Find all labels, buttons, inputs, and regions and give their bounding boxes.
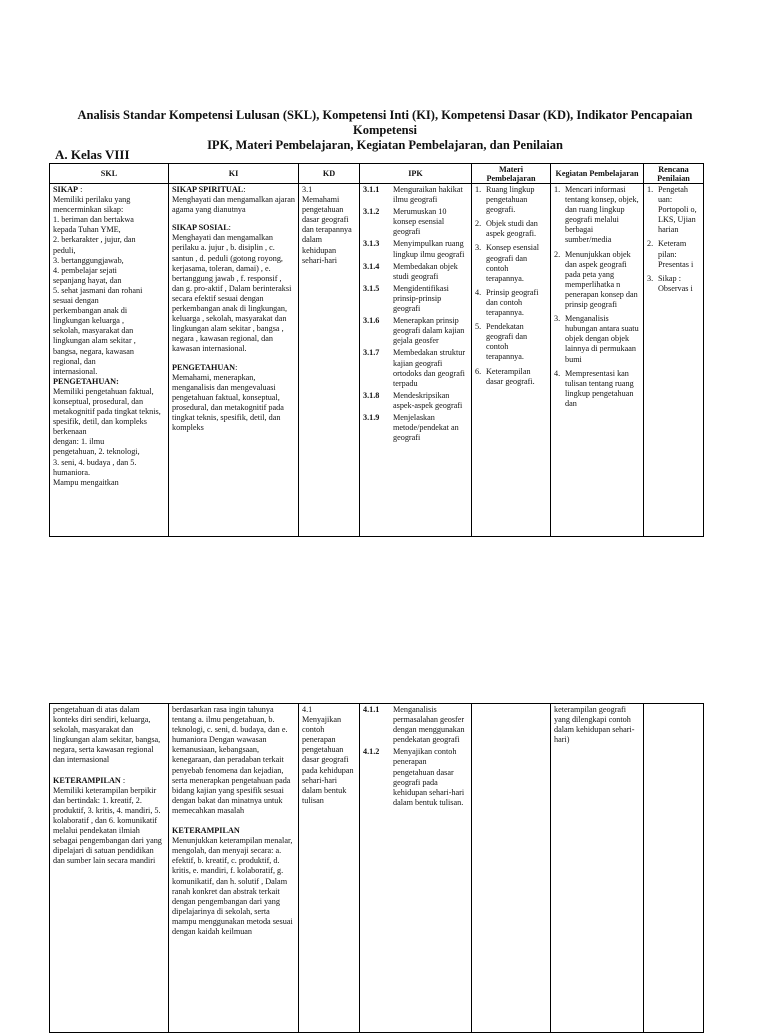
list-number: 3. [647, 273, 654, 283]
kegiatan-cell [551, 184, 644, 537]
list-number: 4. [554, 368, 561, 378]
ipk-code: 3.1.8 [363, 390, 380, 400]
ipk-item [363, 348, 468, 388]
kegiatan-item [554, 314, 640, 364]
list-text: Sikap : Observas i [658, 273, 693, 293]
list-number: 1. [647, 185, 654, 194]
ipk-code: 3.1.9 [363, 412, 380, 422]
title-line-1: Analisis Standar Kompetensi Lulusan (SKL), Kompetensi Inti (KI), Kompetensi Dasar (KD), Indikator Pencapaian Kompetensi [77, 108, 693, 137]
list-number: 5. [475, 322, 482, 332]
ipk-item [363, 239, 468, 259]
ipk-code: 3.1.7 [363, 348, 380, 358]
skl-sikap-heading: SIKAP [53, 185, 79, 194]
penilaian-item [647, 185, 700, 235]
materi-cell [472, 704, 551, 1033]
materi-item [475, 219, 547, 239]
ki-continued-text: berdasarkan rasa ingin tahunya tentang a. ilmu pengetahuan, b. teknologi, c. seni, d. budaya, dan e. humaniora Dengan wawasan kemanusiaan, kebangsaan, kenegaraan, dan peradaban terkait penyebab fenomena dan kejadian, serta menerapkan pengetahuan pada bidang kajian yang spesifik sesuai dengan bakat dan minatnya untuk memecahkan masalah [172, 705, 291, 815]
ipk-item [363, 391, 468, 411]
ipk-text: Menyajikan contoh penerapan pengetahuan dasar geografi pada kehidupan sehari-hari dalam bentuk tulisan. [393, 747, 465, 807]
competency-table-page-2 [49, 703, 704, 1033]
ipk-item [363, 413, 468, 443]
table-header-row [50, 164, 704, 184]
list-number: 2. [554, 249, 561, 259]
ipk-cell [360, 184, 472, 537]
list-text: Pengetah uan: Portopoli o, LKS, Ujian harian [658, 185, 697, 235]
list-text: Keterampilan dasar geografi. [486, 366, 535, 386]
header-materi: Materi Pembelajaran [472, 164, 551, 184]
ipk-text: Mendeskripsikan aspek-aspek geografi [393, 390, 463, 410]
ipk-code: 3.1.5 [363, 283, 380, 293]
list-number: 3. [554, 314, 561, 324]
ipk-text: Membedakan objek studi geografi [393, 261, 458, 281]
list-number: 1. [475, 185, 482, 194]
skl-cell [50, 184, 169, 537]
list-text: Mencari informasi tentang konsep, objek, dan ruang lingkup geografi melalui berbagai sumber/media [565, 185, 639, 245]
ipk-item [363, 747, 468, 808]
ipk-code: 4.1.1 [363, 705, 380, 714]
ipk-code: 3.1.6 [363, 316, 380, 326]
penilaian-item [647, 274, 700, 294]
skl-pengetahuan-text: Memiliki pengetahuan faktual, konseptual, prosedural, dan metakognitif pada tingkat teknis, spesifik, detil, dan kompleks berkenaan dengan: 1. ilmu pengetahuan, 2. teknologi, 3. seni, 4. budaya , dan 5. humaniora. Mampu mengaitkan [53, 386, 161, 487]
list-text: Mempresentasi kan tulisan tentang ruang lingkup pengetahuan dan [565, 368, 634, 408]
ki-cell [169, 704, 299, 1033]
ki-keterampilan-text: Menunjukkan keterampilan menalar, mengolah, dan menyaji secara: a. efektif, b. kreatif, c. produktif, d. kritis, e. mandiri, f. kolaboratif, g. komunikatif, dan h. solutif , Dalam ranah konkret dan abstrak terkait dengan pengembangan dari yang dipelajarinya di sekolah, serta mampu menggunakan metoda sesuai dengan kaidah keilmuan [172, 836, 293, 936]
ki-spiritual-text: : Menghayati dan mengamalkan ajaran agama yang dianutnya [172, 185, 295, 215]
list-number: 4. [475, 287, 482, 297]
skl-keterampilan-text: : Memiliki keterampilan berpikir dan bertindak: 1. kreatif, 2. produktif, 3. kritis, 4. mandiri, 5. kolaboratif , dan 6. komunikatif melalui pendekatan ilmiah sebagai pengembangan dari yang dipelajari di satuan pendidikan dan sumber lain secara mandiri [53, 775, 162, 866]
skl-keterampilan-heading: KETERAMPILAN [53, 775, 121, 785]
ipk-item [363, 262, 468, 282]
list-number: 2. [475, 219, 482, 229]
list-text: Pendekatan geografi dan contoh terapannya. [486, 322, 528, 362]
skl-continued-text: pengetahuan di atas dalam konteks diri sendiri, keluarga, sekolah, masyarakat dan lingkungan alam sekitar, bangsa, negara, serta kawasan regional dan internasional [53, 705, 161, 765]
ki-spiritual-heading: SIKAP SPIRITUAL [172, 185, 244, 194]
ipk-text: Menjelaskan metode/pendekat an geografi [393, 412, 459, 443]
kegiatan-cell: keterampilan geografi yang dilengkapi contoh dalam kehidupan sehari-hari) [551, 704, 644, 1033]
ipk-code: 4.1.2 [363, 747, 380, 757]
ipk-item [363, 316, 468, 346]
list-text: Menunjukkan objek dan aspek geografi pada peta yang memperlihatka n penerapan konsep dan prinsip geografi [565, 249, 638, 310]
list-text: Keteram pilan: Presentas i [658, 239, 694, 269]
kegiatan-item [554, 185, 640, 246]
header-penilaian: Rencana Penilaian [644, 164, 704, 184]
ipk-text: Menyimpulkan ruang lingkup ilmu geografi [393, 239, 465, 259]
ipk-code: 3.1.2 [363, 207, 380, 217]
ipk-text: Menerapkan prinsip geografi dalam kajian gejala geosfer [393, 316, 465, 346]
document-title [50, 108, 720, 153]
ki-sosial-heading: SIKAP SOSIAL [172, 223, 229, 233]
ipk-item [363, 207, 468, 237]
header-kegiatan: Kegiatan Pembelajaran [551, 164, 644, 184]
skl-pengetahuan-heading: PENGETAHUAN: [53, 376, 119, 386]
list-number: 3. [475, 243, 482, 253]
ipk-text: Menguraikan hakikat ilmu geografi [393, 185, 463, 205]
materi-item [475, 367, 547, 387]
header-ipk: IPK [360, 164, 472, 184]
table-row [50, 184, 704, 537]
ipk-code: 3.1.4 [363, 261, 380, 271]
ki-cell [169, 184, 299, 537]
kegiatan-item [554, 369, 640, 409]
list-text: Prinsip geografi dan contoh terapannya. [486, 287, 539, 318]
list-text: Ruang lingkup pengetahuan geografi. [486, 185, 535, 215]
penilaian-cell [644, 184, 704, 537]
ipk-item [363, 284, 468, 314]
materi-item [475, 322, 547, 362]
list-number: 1. [554, 185, 561, 194]
skl-cell [50, 704, 169, 1033]
penilaian-cell [644, 704, 704, 1033]
title-line-2: IPK, Materi Pembelajaran, Kegiatan Pembelajaran, dan Penilaian [207, 138, 563, 152]
list-text: Objek studi dan aspek geografi. [486, 219, 538, 239]
ipk-item [363, 185, 468, 205]
header-kd: KD [299, 164, 360, 184]
materi-item [475, 185, 547, 215]
materi-item [475, 288, 547, 318]
ki-pengetahuan-heading: PENGETAHUAN [172, 362, 236, 372]
kegiatan-item [554, 250, 640, 311]
list-number: 2. [647, 239, 654, 249]
materi-cell [472, 184, 551, 537]
ki-pengetahuan-text: : Memahami, menerapkan, menganalisis dan mengevaluasi pengetahuan faktual, konseptual, prosedural, dan metakognitif pada tingkat teknis, spesifik, detil, dan kompleks [172, 362, 284, 433]
penilaian-item [647, 239, 700, 269]
competency-table-page-1 [49, 163, 704, 537]
table-row [50, 704, 704, 1033]
section-heading: A. Kelas VIII [55, 147, 130, 162]
kd-cell: 4.1 Menyajikan contoh penerapan pengetahuan dasar geografi pada kehidupan sehari-hari dalam bentuk tulisan [299, 704, 360, 1033]
ipk-text: Merumuskan 10 konsep esensial geografi [393, 207, 447, 237]
ipk-cell [360, 704, 472, 1033]
ki-keterampilan-heading: KETERAMPILAN [172, 826, 240, 836]
ipk-text: Membedakan struktur kajian geografi ortodoks dan geografi terpadu [393, 348, 466, 388]
kd-cell: 3.1 Memahami pengetahuan dasar geografi dan terapannya dalam kehidupan sehari-hari [299, 184, 360, 537]
materi-item [475, 243, 547, 283]
ki-sosial-text: : Menghayati dan mengamalkan perilaku a. jujur , b. disiplin , c. santun , d. peduli (gotong royong, kerjasama, toleran, damai) , e. bertanggung jawab , f. responsif , dan g. pro-aktif , Dalam berinteraksi secara efektif sesuai dengan perkembangan anak di lingkungan, keluarga , sekolah, masyarakat dan lingkungan alam sekitar , bangsa , negara , kawasan regional, dan kawasan internasional. [172, 223, 292, 354]
skl-sikap-text: : Memiliki perilaku yang mencerminkan sikap: 1. beriman dan bertakwa kepada Tuhan YME, 2. berkarakter , jujur, dan peduli, 3. bertanggungjawab, 4. pembelajar sejati sepanjang hayat, dan 5. sehat jasmani dan rohani sesuai dengan perkembangan anak di lingkungan keluarga , sekolah, masyarakat dan lingkungan alam sekitar , bangsa, negara, kawasan regional, dan internasional. [53, 185, 143, 376]
list-number: 6. [475, 366, 482, 376]
ipk-code: 3.1.3 [363, 239, 380, 249]
ipk-item [363, 705, 468, 745]
list-text: Menganalisis hubungan antara suatu objek dengan objek lainnya di permukaan bumi [565, 314, 639, 364]
header-ki: KI [169, 164, 299, 184]
ipk-text: Menganalisis permasalahan geosfer dengan menggunakan pendekatan geografi [393, 705, 465, 745]
ipk-code: 3.1.1 [363, 185, 380, 194]
ipk-text: Mengidentifikasi prinsip-prinsip geografi [393, 283, 449, 314]
header-skl: SKL [50, 164, 169, 184]
list-text: Konsep esensial geografi dan contoh terapannya. [486, 243, 539, 283]
